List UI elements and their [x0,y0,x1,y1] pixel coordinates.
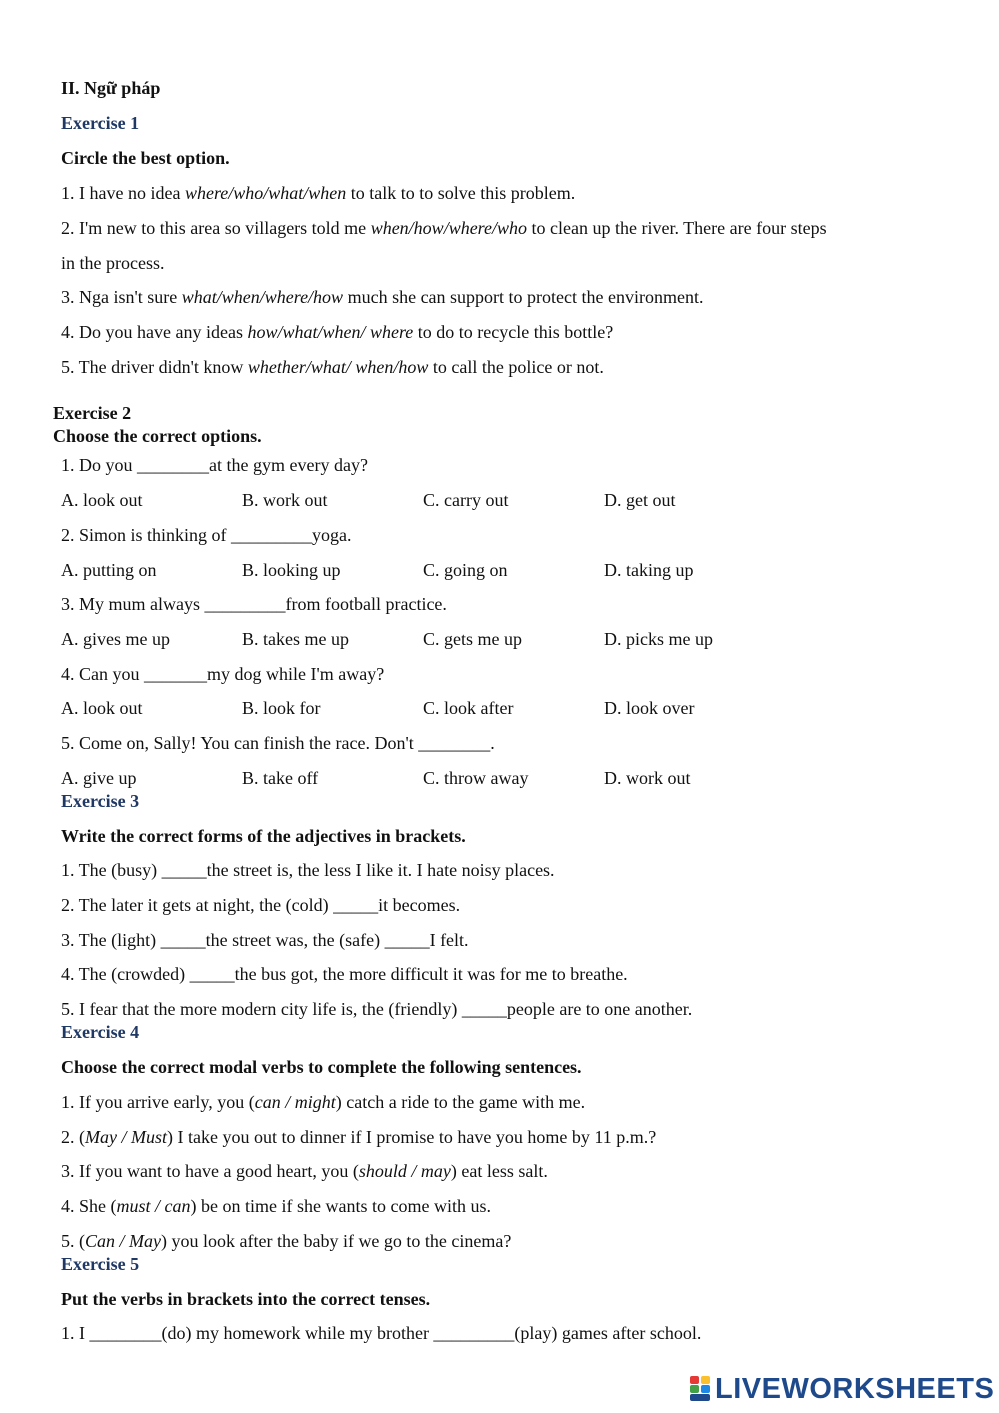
ex2-q4-option-c[interactable]: C. look after [423,698,514,718]
ex5-item-1: 1. I ________(do) my homework while my brother _________(play) games after school. [61,1323,702,1343]
ex1-item-2-options[interactable]: when/how/where/who [370,218,528,238]
ex3-item-5: 5. I fear that the more modern city life is, the (friendly) _____people are to one another. [61,999,693,1019]
ex4-item-5: 5. (Can / May) you look after the baby if we go to the cinema? [61,1231,512,1251]
exercise-1-title: Exercise 1 [61,113,140,133]
ex2-question-1: 1. Do you ________at the gym every day? [61,455,368,475]
ex2-q4-option-d[interactable]: D. look over [604,698,695,718]
ex2-q3-option-a[interactable]: A. gives me up [61,629,170,649]
section-title: II. Ngữ pháp [61,78,161,98]
ex2-q1-option-c[interactable]: C. carry out [423,490,509,510]
ex2-question-2: 2. Simon is thinking of _________yoga. [61,525,352,545]
ex3-item-4: 4. The (crowded) _____the bus got, the more difficult it was for me to breathe. [61,964,628,984]
ex2-question-5: 5. Come on, Sally! You can finish the race. Don't ________. [61,733,495,753]
ex4-item-5-options[interactable]: Can / May [85,1231,161,1251]
exercise-3-title: Exercise 3 [61,791,140,811]
ex4-item-3: 3. If you want to have a good heart, you (should / may) eat less salt. [61,1161,548,1181]
exercise-3-instruction: Write the correct forms of the adjectives in brackets. [61,826,466,846]
ex2-q4-option-b[interactable]: B. look for [242,698,321,718]
ex1-item-1-options[interactable]: where/who/what/when [184,183,347,203]
ex3-item-2: 2. The later it gets at night, the (cold) _____it becomes. [61,895,461,915]
ex4-item-4-options[interactable]: must / can [116,1196,191,1216]
ex1-item-3: 3. Nga isn't sure what/when/where/how much she can support to protect the environment. [61,287,704,307]
ex3-item-3: 3. The (light) _____the street was, the (safe) _____I felt. [61,930,469,950]
liveworksheets-logo-text: LIVEWORKSHEETS [715,1373,995,1405]
ex1-item-5-options[interactable]: whether/what/ when/how [247,357,429,377]
ex1-item-2: 2. I'm new to this area so villagers told me when/how/where/who to clean up the river. There are four steps [61,218,827,238]
ex2-q2-option-b[interactable]: B. looking up [242,560,341,580]
ex4-item-1: 1. If you arrive early, you (can / might) catch a ride to the game with me. [61,1092,586,1112]
ex2-q2-option-d[interactable]: D. taking up [604,560,694,580]
ex2-question-3: 3. My mum always _________from football practice. [61,594,447,614]
ex2-q1-option-d[interactable]: D. get out [604,490,676,510]
liveworksheets-watermark [690,1374,994,1404]
ex2-q1-option-a[interactable]: A. look out [61,490,143,510]
ex1-item-5: 5. The driver didn't know whether/what/ when/how to call the police or not. [61,357,604,377]
ex2-q2-option-a[interactable]: A. putting on [61,560,157,580]
exercise-2-instruction: Choose the correct options. [53,426,262,446]
ex4-item-2-options[interactable]: May / Must [85,1127,167,1147]
ex2-q3-option-d[interactable]: D. picks me up [604,629,713,649]
ex1-item-4-options[interactable]: how/what/when/ where [247,322,414,342]
ex2-q3-option-b[interactable]: B. takes me up [242,629,349,649]
ex1-item-1: 1. I have no idea where/who/what/when to talk to to solve this problem. [61,183,576,203]
ex2-q5-option-d[interactable]: D. work out [604,768,691,788]
ex2-question-4: 4. Can you _______my dog while I'm away? [61,664,385,684]
ex2-q4-option-a[interactable]: A. look out [61,698,143,718]
ex1-item-4: 4. Do you have any ideas how/what/when/ where to do to recycle this bottle? [61,322,614,342]
ex2-q5-option-c[interactable]: C. throw away [423,768,529,788]
ex4-item-4: 4. She (must / can) be on time if she wants to come with us. [61,1196,491,1216]
ex1-item-2-cont: in the process. [61,253,165,273]
exercise-5-title: Exercise 5 [61,1254,140,1274]
ex4-item-3-options[interactable]: should / may [358,1161,451,1181]
exercise-4-title: Exercise 4 [61,1022,140,1042]
ex2-q5-option-a[interactable]: A. give up [61,768,137,788]
liveworksheets-logo-icon [690,1376,712,1402]
exercise-1-instruction: Circle the best option. [61,148,230,168]
exercise-5-instruction: Put the verbs in brackets into the correct tenses. [61,1289,431,1309]
exercise-2-title: Exercise 2 [53,403,132,423]
ex2-q3-option-c[interactable]: C. gets me up [423,629,522,649]
ex2-q1-option-b[interactable]: B. work out [242,490,328,510]
exercise-4-instruction: Choose the correct modal verbs to complete the following sentences. [61,1057,582,1077]
ex4-item-1-options[interactable]: can / might [254,1092,336,1112]
ex2-q5-option-b[interactable]: B. take off [242,768,319,788]
ex4-item-2: 2. (May / Must) I take you out to dinner if I promise to have you home by 11 p.m.? [61,1127,657,1147]
ex2-q2-option-c[interactable]: C. going on [423,560,508,580]
ex1-item-3-options[interactable]: what/when/where/how [181,287,344,307]
ex3-item-1: 1. The (busy) _____the street is, the less I like it. I hate noisy places. [61,860,555,880]
